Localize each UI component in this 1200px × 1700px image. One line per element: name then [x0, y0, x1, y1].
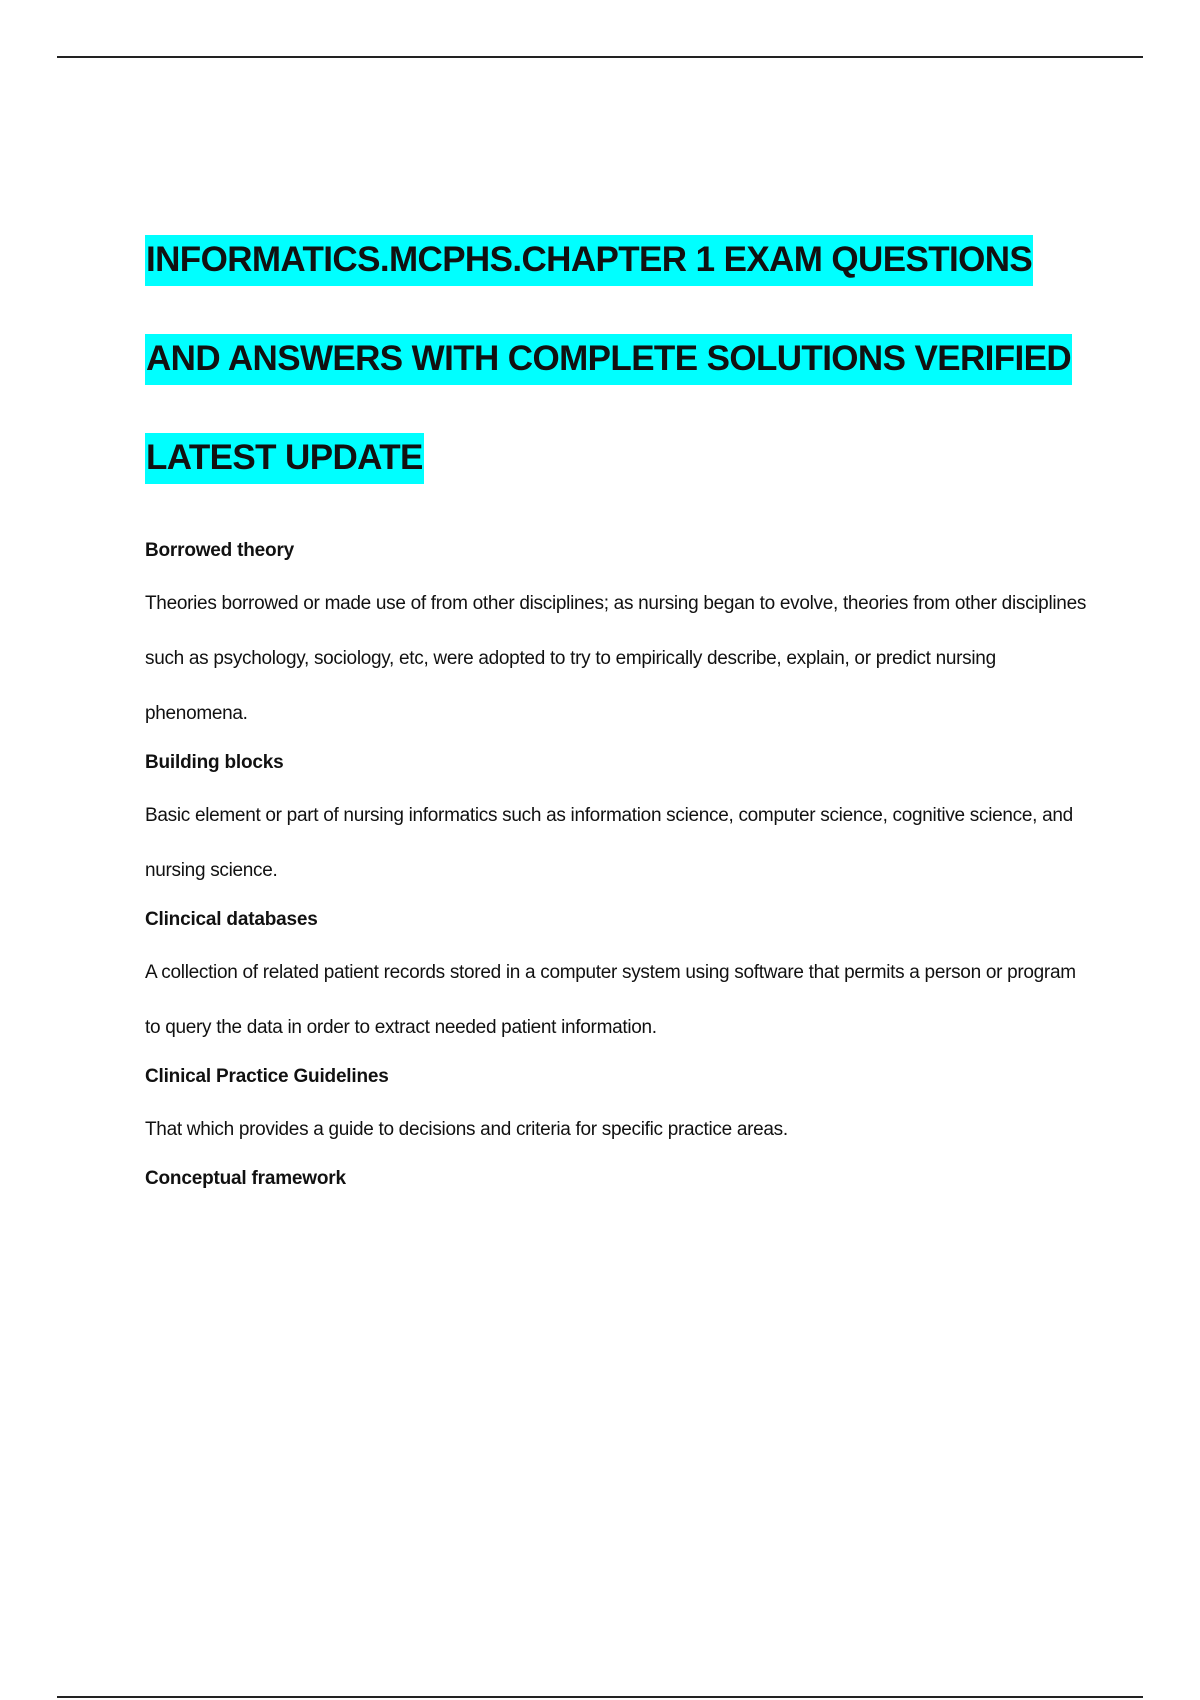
document-title [145, 210, 1095, 507]
document-body [145, 238, 1095, 1220]
term-definition: Basic element or part of nursing informatics such as information science, computer science, cognitive science, and nursing science. [145, 805, 1073, 881]
title-line-2: AND ANSWERS WITH COMPLETE SOLUTIONS VERIFIED [145, 334, 1072, 385]
footer-rule [57, 1696, 1143, 1698]
term-definition: That which provides a guide to decisions and criteria for specific practice areas. [145, 1119, 788, 1140]
term-heading: Clincical databases [145, 909, 318, 930]
title-line-3: LATEST UPDATE [145, 433, 424, 484]
term-heading: Building blocks [145, 752, 284, 773]
term-heading: Clinical Practice Guidelines [145, 1066, 389, 1087]
term-definition: Theories borrowed or made use of from other disciplines; as nursing began to evolve, theories from other disciplines such as psychology, sociology, etc, were adopted to try to empirically describe, explain, or predict nursing phenomena. [145, 593, 1087, 724]
term-definition: A collection of related patient records stored in a computer system using software that permits a person or program to query the data in order to extract needed patient information. [145, 962, 1076, 1038]
title-line-1: INFORMATICS.MCPHS.CHAPTER 1 EXAM QUESTIONS [145, 235, 1033, 286]
term-heading: Conceptual framework [145, 1168, 346, 1189]
header-rule [57, 56, 1143, 58]
term-heading: Borrowed theory [145, 540, 295, 561]
